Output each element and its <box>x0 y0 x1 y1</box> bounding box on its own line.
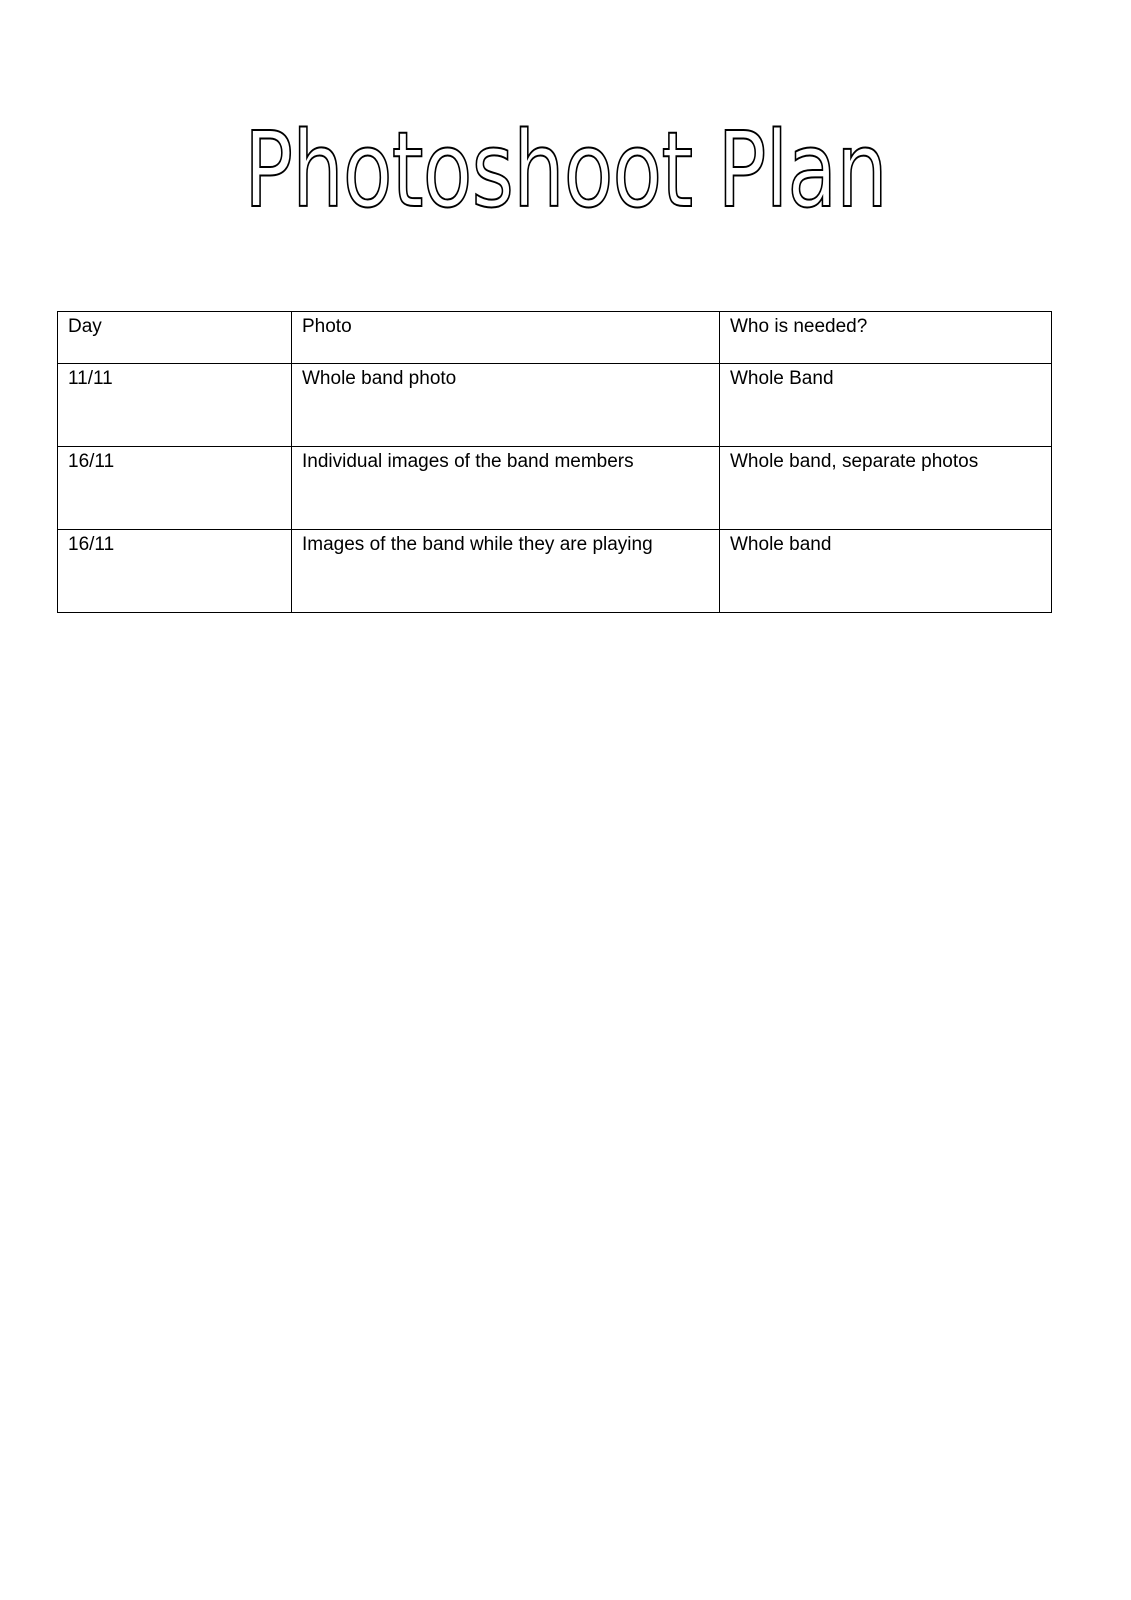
cell-who-is-needed: Whole Band <box>720 364 1052 447</box>
cell-photo: Individual images of the band members <box>292 447 720 530</box>
cell-day: 16/11 <box>58 447 292 530</box>
table-header-row <box>58 312 1052 364</box>
cell-photo: Images of the band while they are playing <box>292 530 720 613</box>
cell-day: 16/11 <box>58 530 292 613</box>
header-photo: Photo <box>292 312 720 364</box>
header-day: Day <box>58 312 292 364</box>
cell-who-is-needed: Whole band <box>720 530 1052 613</box>
page-title: Photoshoot Plan <box>244 109 887 231</box>
table-row <box>58 447 1052 530</box>
table-row <box>58 364 1052 447</box>
cell-day: 11/11 <box>58 364 292 447</box>
cell-photo: Whole band photo <box>292 364 720 447</box>
cell-who-is-needed: Whole band, separate photos <box>720 447 1052 530</box>
table-row <box>58 530 1052 613</box>
photoshoot-plan-table <box>57 311 1052 613</box>
header-who-is-needed: Who is needed? <box>720 312 1052 364</box>
